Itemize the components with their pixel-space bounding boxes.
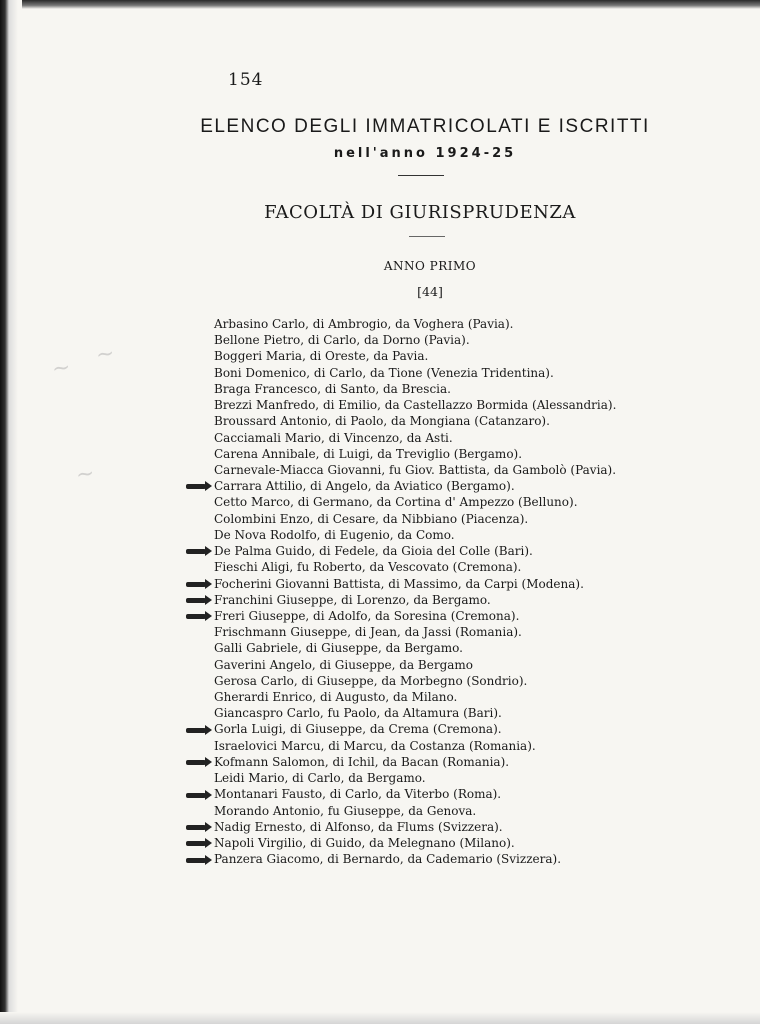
student-list (214, 316, 616, 867)
page-number: 154 (228, 70, 264, 90)
list-item: Carrara Attilio, di Angelo, da Aviatico (Bergamo). (214, 479, 515, 494)
list-item: Kofmann Salomon, di Ichil, da Bacan (Romania). (214, 754, 510, 769)
list-item: De Palma Guido, di Fedele, da Gioia del Colle (Bari). (214, 544, 533, 559)
list-item: Cacciamali Mario, di Vincenzo, da Asti. (214, 430, 453, 445)
top-scan-edge (0, 0, 760, 9)
margin-arrow-mark (186, 484, 206, 489)
page-title: ELENCO DEGLI IMMATRICOLATI E ISCRITTI (200, 116, 650, 137)
margin-arrow-mark (186, 549, 206, 554)
bottom-scan-shadow (0, 1012, 760, 1024)
list-item: Nadig Ernesto, di Alfonso, da Flums (Svizzera). (214, 819, 503, 834)
list-item: De Nova Rodolfo, di Eugenio, da Como. (214, 527, 455, 542)
list-item: Napoli Virgilio, di Guido, da Melegnano (Milano). (214, 836, 515, 850)
list-item: Carena Annibale, di Luigi, da Treviglio (Bergamo). (214, 446, 523, 461)
pencil-scribble: ~ (94, 340, 117, 369)
list-item: Galli Gabriele, di Giuseppe, da Bergamo. (214, 641, 463, 656)
list-item: Braga Francesco, di Santo, da Brescia. (214, 381, 451, 396)
academic-year: nell'anno 1924-25 (333, 146, 517, 161)
pencil-scribble: ~ (74, 460, 97, 489)
list-item: Brezzi Manfredo, di Emilio, da Castellazzo Bormida (Alessandria). (214, 398, 617, 413)
margin-arrow-mark (186, 614, 206, 619)
list-item: Focherini Giovanni Battista, di Massimo, da Carpi (Modena). (214, 576, 584, 591)
margin-arrow-mark (186, 825, 206, 830)
margin-arrow-mark (186, 598, 206, 603)
list-item: Gherardi Enrico, di Augusto, da Milano. (214, 690, 458, 705)
list-item: Fieschi Aligi, fu Roberto, da Vescovato (Cremona). (214, 560, 522, 575)
list-item: Boggeri Maria, di Oreste, da Pavia. (214, 349, 429, 364)
year-label: ANNO PRIMO (383, 259, 477, 273)
list-item: Cetto Marco, di Germano, da Cortina d' Ampezzo (Belluno). (214, 495, 578, 510)
list-item: Boni Domenico, di Carlo, da Tione (Venezia Tridentina). (214, 365, 554, 380)
margin-arrow-mark (186, 841, 206, 846)
list-item: Leidi Mario, di Carlo, da Bergamo. (214, 771, 426, 786)
left-scan-edge (0, 0, 22, 1024)
list-item: Franchini Giuseppe, di Lorenzo, da Bergamo. (214, 592, 491, 607)
list-item: Giancaspro Carlo, fu Paolo, da Altamura (Bari). (214, 706, 502, 721)
margin-arrow-mark (186, 793, 206, 798)
margin-arrow-mark (186, 760, 206, 765)
list-item: Frischmann Giuseppe, di Jean, da Jassi (Romania). (214, 625, 522, 640)
margin-arrow-mark (186, 858, 206, 863)
faculty-divider (409, 236, 445, 237)
title-divider (398, 175, 444, 176)
list-item: Gaverini Angelo, di Giuseppe, da Bergamo (214, 657, 474, 672)
faculty-heading: FACOLTÀ DI GIURISPRUDENZA (264, 202, 576, 223)
student-count: [44] (417, 284, 443, 299)
list-item: Colombini Enzo, di Cesare, da Nibbiano (Piacenza). (214, 511, 529, 526)
list-item: Carnevale-Miacca Giovanni, fu Giov. Battista, da Gambolò (Pavia). (214, 462, 617, 477)
list-item: Broussard Antonio, di Paolo, da Mongiana (Catanzaro). (214, 414, 550, 429)
list-item: Arbasino Carlo, di Ambrogio, da Voghera (Pavia). (214, 317, 514, 331)
pencil-scribble: ~ (50, 354, 73, 383)
list-item: Morando Antonio, fu Giuseppe, da Genova. (214, 803, 477, 818)
list-item: Israelovici Marcu, di Marcu, da Costanza (Romania). (214, 738, 536, 753)
margin-arrow-mark (186, 582, 206, 587)
list-item: Gorla Luigi, di Giuseppe, da Crema (Cremona). (214, 722, 502, 737)
margin-arrow-mark (186, 728, 206, 733)
list-item: Bellone Pietro, di Carlo, da Dorno (Pavia). (214, 333, 470, 348)
list-item: Montanari Fausto, di Carlo, da Viterbo (Roma). (214, 787, 502, 802)
list-item: Panzera Giacomo, di Bernardo, da Cademario (Svizzera). (214, 852, 562, 867)
list-item: Freri Giuseppe, di Adolfo, da Soresina (Cremona). (214, 608, 520, 623)
list-item: Gerosa Carlo, di Giuseppe, da Morbegno (Sondrio). (214, 673, 528, 688)
